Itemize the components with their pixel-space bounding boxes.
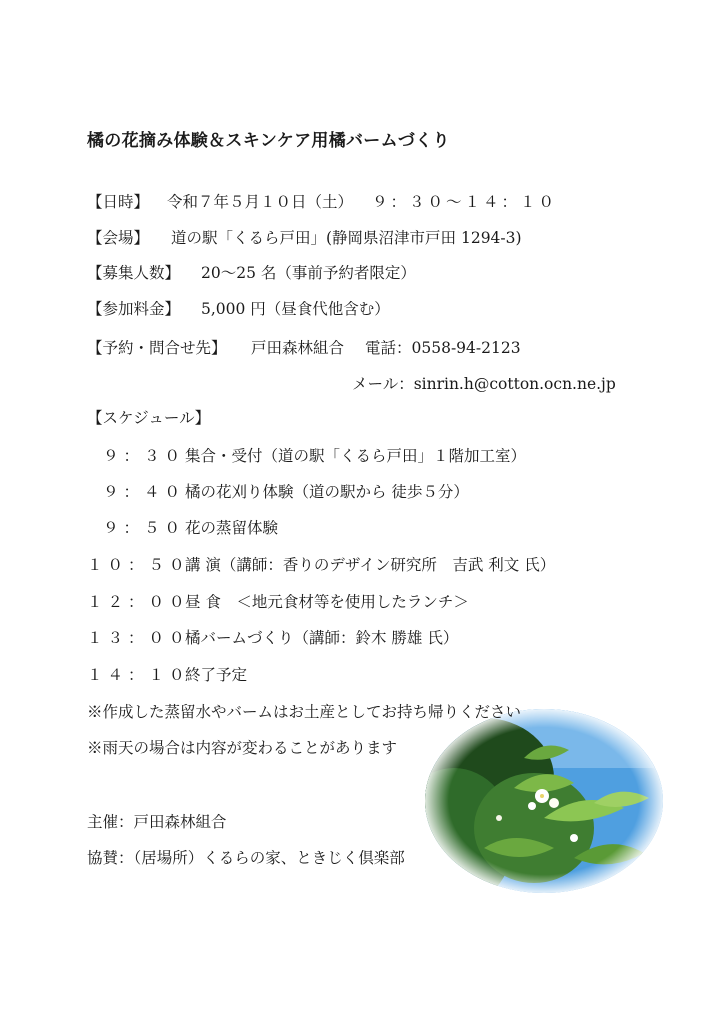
schedule-desc: 終了予定 xyxy=(185,666,248,684)
schedule-desc: 橘の花刈り体験（道の駅から 徒歩５分） xyxy=(185,483,469,501)
schedule-item xyxy=(87,665,247,685)
note-souvenir: ※作成した蒸留水やバームはお土産としてお持ち帰りください xyxy=(87,703,522,721)
schedule-item xyxy=(87,592,469,612)
contact-label: 【予約・問合せ先】 xyxy=(87,339,227,357)
schedule-item xyxy=(103,482,469,502)
fee-row xyxy=(87,299,390,319)
schedule-item xyxy=(103,446,526,466)
capacity-label: 【募集人数】 xyxy=(87,264,181,282)
contact-email: メール：sinrin.h@cotton.ocn.ne.jp xyxy=(352,375,616,393)
schedule-desc: 花の蒸留体験 xyxy=(185,519,279,537)
schedule-time: １４：１０ xyxy=(87,666,190,684)
schedule-item xyxy=(87,555,555,575)
venue-row xyxy=(87,228,522,248)
venue-label: 【会場】 xyxy=(87,229,150,247)
sponsor: 協賛：（居場所）くるらの家、ときじく倶楽部 xyxy=(87,849,405,867)
capacity-row xyxy=(87,263,416,283)
time-value: ９：３０〜１４：１０ xyxy=(372,193,558,211)
date-label: 【日時】 xyxy=(87,193,150,211)
schedule-heading: 【スケジュール】 xyxy=(87,409,211,427)
schedule-time: １２：００ xyxy=(87,593,190,611)
capacity-value: 20〜25 名（事前予約者限定） xyxy=(201,264,416,282)
schedule-desc: 集合・受付（道の駅「くるら戸田」１階加工室） xyxy=(185,447,527,465)
contact-row xyxy=(87,338,521,358)
date-row xyxy=(87,192,557,212)
note-rain: ※雨天の場合は内容が変わることがあります xyxy=(87,739,398,757)
schedule-time: ９：５０ xyxy=(103,519,186,537)
contact-phone: 電話：0558-94-2123 xyxy=(365,339,521,357)
schedule-time: １０：５０ xyxy=(87,556,190,574)
schedule-time: １３：００ xyxy=(87,629,190,647)
schedule-time: ９：３０ xyxy=(103,447,186,465)
schedule-time: ９：４０ xyxy=(103,483,186,501)
date-value: 令和７年５月１０日（土） xyxy=(167,193,354,211)
fee-value: 5,000 円（昼食代他含む） xyxy=(201,300,390,318)
tachibana-flower-photo xyxy=(424,708,664,894)
schedule-desc: 講 演（講師：香りのデザイン研究所 吉武 利文 氏） xyxy=(185,556,556,574)
contact-org: 戸田森林組合 xyxy=(251,339,345,357)
organizer: 主催：戸田森林組合 xyxy=(87,813,227,831)
page-title: 橘の花摘み体験＆スキンケア用橘バームづくり xyxy=(87,131,450,151)
schedule-desc: 昼 食 ＜地元食材等を使用したランチ＞ xyxy=(185,593,469,611)
fee-label: 【参加料金】 xyxy=(87,300,181,318)
schedule-desc: 橘バームづくり（講師：鈴木 勝雄 氏） xyxy=(185,629,459,647)
schedule-item xyxy=(87,628,458,648)
schedule-item xyxy=(103,518,278,538)
venue-value: 道の駅「くるら戸田」(静岡県沼津市戸田 1294-3) xyxy=(171,229,522,247)
